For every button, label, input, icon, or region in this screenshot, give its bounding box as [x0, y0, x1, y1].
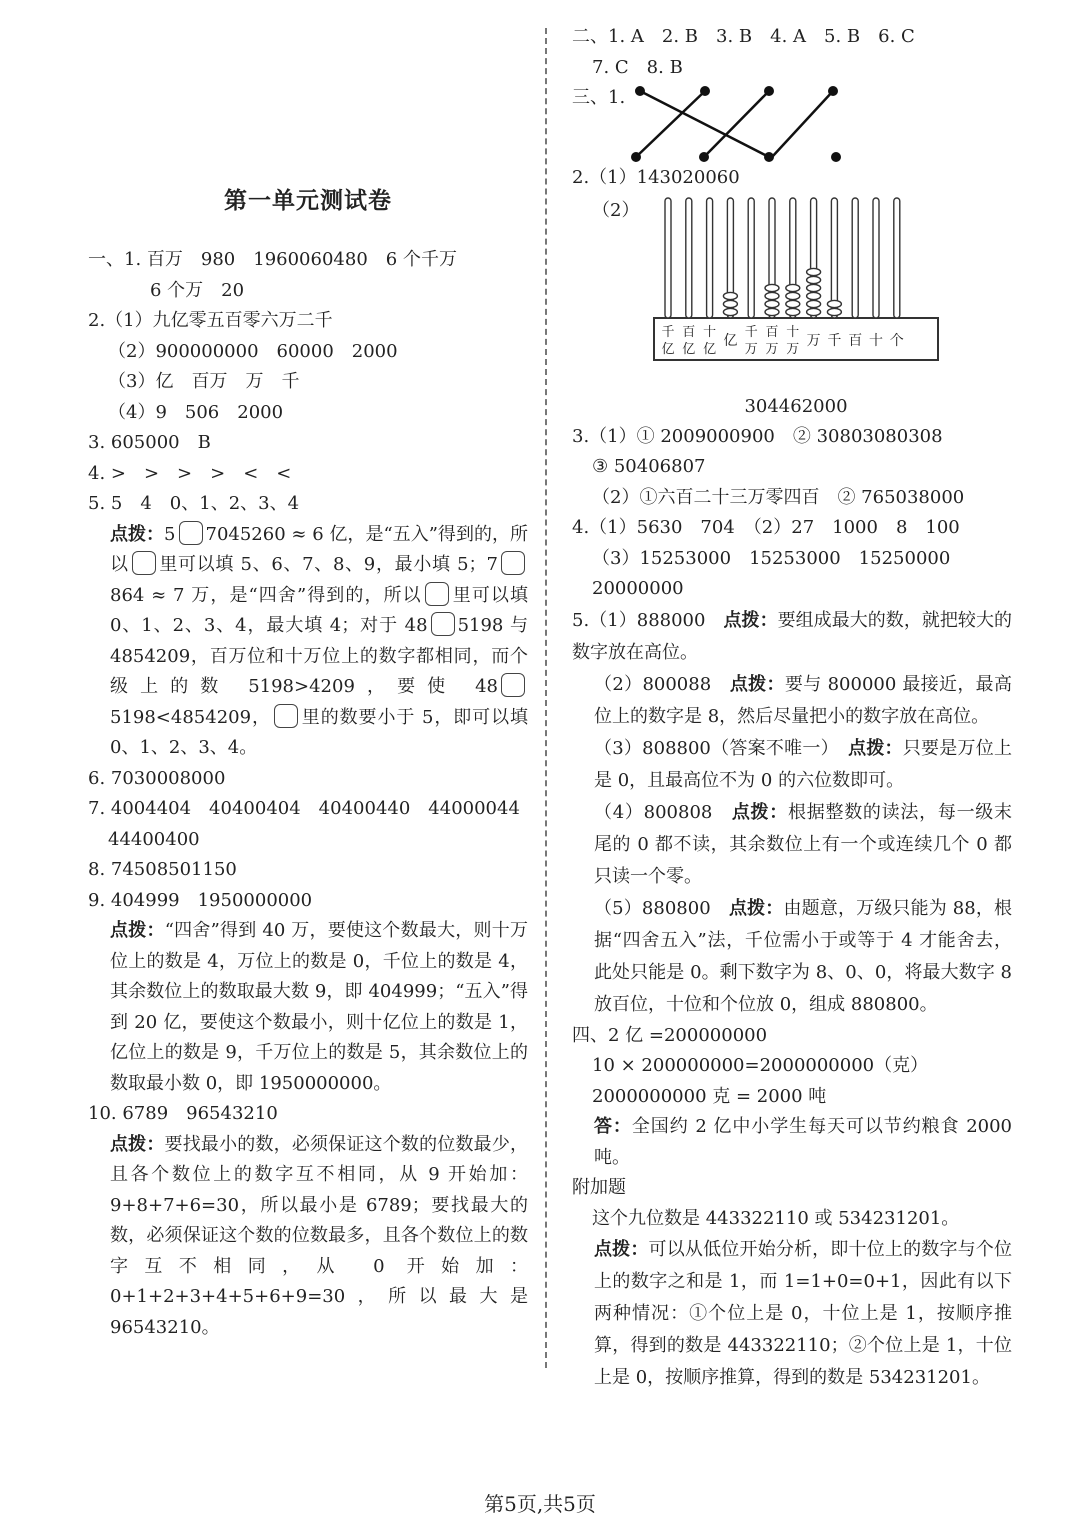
right-column	[572, 22, 1012, 1394]
r-q4-line-a: 4.（1）5630 704 （2）27 1000 8 100	[572, 517, 960, 538]
s4-line-a: 四、2 亿 =200000000	[572, 1024, 768, 1046]
r-q5-2-hint: 要与 800000 最接近，最高位上的数字是 8，然后尽量把小的数字放在高位。	[594, 673, 1013, 727]
abacus-rod	[894, 198, 900, 318]
q5-hint-text-6: 5198 与 4854209，百万位和十万位上的数字都相同，而个级上的数 5198>4209，要使 48	[110, 615, 529, 697]
q4-line: 4. > > > > < <	[88, 462, 292, 484]
hint-label: 点拨：	[110, 1133, 165, 1155]
abacus-rod	[748, 198, 754, 318]
q5-hint-text-7: 5198<4854209，	[110, 706, 271, 728]
q8-line: 8. 74508501150	[88, 859, 237, 880]
r-q5-3-hint: 只要是万位上是 0，且最高位不为 0 的六位数即可。	[594, 737, 1013, 791]
abacus-bead	[765, 284, 779, 291]
r-q5-4	[572, 797, 1012, 893]
r-q5-3-answer: （3）808800（答案不唯一）	[594, 737, 830, 759]
abacus-figure	[572, 196, 1012, 392]
abacus-label: 百	[848, 332, 863, 349]
abacus-bead	[765, 308, 779, 315]
abacus-label: 亿	[682, 341, 696, 357]
r-q5-3	[572, 733, 1012, 797]
abacus-label: 个	[889, 332, 904, 349]
extra-answer: 这个九位数是 443322110 或 534231201。	[592, 1207, 960, 1229]
abacus-bead	[723, 292, 737, 299]
q7-line-a: 7. 4004404 40400404 40400440 44000044	[88, 798, 520, 819]
abacus-bead	[807, 284, 821, 291]
q5-hint-text-5: 里可以填 0、1、2、3、4，最大填 4；对于 48	[110, 584, 528, 636]
q3-line: 3. 605000 B	[88, 432, 211, 453]
q7-line-b: 44400400	[108, 828, 200, 850]
q9-line: 9. 404999 1950000000	[88, 889, 313, 911]
left-column	[88, 182, 528, 1343]
abacus-label: 亿	[703, 341, 717, 357]
abacus-rod	[686, 198, 692, 318]
abacus-label: 十	[786, 324, 800, 340]
abacus-value: 304462000	[744, 395, 848, 417]
match-dot	[631, 152, 641, 162]
hint-label: 点拨：	[728, 897, 784, 919]
abacus-bead	[786, 292, 800, 299]
hint-label: 点拨：	[723, 609, 778, 631]
match-line-1	[640, 91, 769, 157]
abacus-rod	[665, 198, 671, 318]
q5-line: 5. 5 4 0、1、2、3、4	[88, 493, 300, 514]
extra-hint-text: 可以从低位开始分析，即十位上的数字与个位上的数字之和是 1，而 1=1+0=0+1，因此有以下两种情况：①个位上是 0，十位上是 1，按顺序推算，得到的数是 443322110；②个位上是 1，十位上是 0，按顺序推算，得到的数是 534231201。	[594, 1239, 1012, 1388]
r-q5-5-hint: 由题意，万级只能为 88，根据“四舍五入”法，千位需小于或等于 4 才能舍去，此处只能是 0。剩下数字为 8、0、0，将最大数字 8 放百位，十位和个位放 0，组成 880800。	[594, 897, 1013, 1015]
abacus-bead	[786, 284, 800, 291]
q2-line-2: （2）900000000 60000 2000	[108, 340, 398, 362]
hint-label: 点拨：	[731, 801, 789, 823]
abacus-label: 万	[786, 341, 800, 357]
abacus-bead	[807, 268, 821, 275]
q1-line-b: 6 个万 20	[150, 279, 245, 301]
match-line-4	[772, 91, 833, 157]
blank-box	[274, 704, 298, 728]
hint-label: 点拨：	[110, 920, 165, 941]
match-line-2	[636, 91, 705, 157]
extra-hint	[572, 1234, 1012, 1394]
r-q4-line-b: （3）15253000 15253000 15250000	[592, 547, 951, 569]
match-dot	[635, 86, 645, 96]
blank-box	[431, 612, 455, 636]
match-dot	[700, 86, 710, 96]
q1-line-a: 一、1. 百万 980 1960060480 6 个千万	[88, 249, 457, 270]
match-dot	[831, 152, 841, 162]
blank-box	[179, 521, 203, 545]
r-q5-2-answer: （2）800088	[594, 673, 712, 695]
abacus-bead	[807, 300, 821, 307]
r-q5-1	[572, 605, 1012, 669]
abacus-rod	[873, 198, 879, 318]
r-q5-5-answer: （5）880800	[594, 897, 711, 919]
s4-answer	[572, 1112, 1012, 1173]
abacus-label: 万	[806, 332, 821, 349]
q9-hint-text: “四舍”得到 40 万，要使这个数最大，则十万位上的数是 4，万位上的数是 0，千位上的数是 4，其余数位上的数取最大数 9，即 404999；“五入”得到 20 亿，要使这个数最小，则十亿位上的数是 1，亿位上的数是 9，千万位上的数是 5，其余数位上的数取最小数 0，即 1950000000。	[110, 920, 528, 1094]
hint-label: 点拨：	[110, 523, 165, 545]
abacus-bead	[827, 300, 841, 307]
hint-label: 点拨：	[729, 673, 785, 695]
abacus-bead	[723, 300, 737, 307]
abacus-bead	[765, 300, 779, 307]
r-q4-line-c: 20000000	[592, 578, 684, 599]
q5-hint-text-4: 864 ≈ 7 万，是“四舍”得到的，所以	[110, 584, 422, 606]
match-dot	[764, 86, 774, 96]
matching-diagram	[612, 83, 912, 163]
q9-hint	[88, 916, 528, 1099]
r-q3-line-1b: ③ 50406807	[592, 456, 706, 477]
abacus-bead	[786, 308, 800, 315]
q10-hint-text: 要找最小的数，必须保证这个数的位数最少，且各个数位上的数字互不相同，从 9 开始加：9+8+7+6=30，所以最小是 6789；要找最大的数，必须保证这个数的位数最多，且各个数位上的数字互不相同，从 0 开始加：0+1+2+3+4+5+6+9=30，所以最大是 96543210。	[110, 1133, 528, 1338]
abacus-label: 十	[703, 324, 717, 340]
abacus-label: 亿	[723, 332, 738, 349]
abacus-bead	[807, 308, 821, 315]
abacus-bead	[765, 292, 779, 299]
match-dot	[699, 152, 709, 162]
r-q5-5	[572, 893, 1012, 1021]
abacus-label: 百	[682, 324, 696, 340]
abacus-label: 十	[869, 332, 883, 349]
hint-label: 点拨：	[848, 737, 903, 759]
answer-label: 答：	[594, 1116, 632, 1137]
s4-line-c: 2000000000 克 = 2000 吨	[592, 1085, 827, 1107]
q10-line: 10. 6789 96543210	[88, 1103, 278, 1124]
r-q3-line-1a: 3.（1）① 2009000900 ② 30803080308	[572, 425, 943, 447]
abacus-bead	[807, 292, 821, 299]
column-divider	[545, 28, 547, 1368]
hint-label: 点拨：	[594, 1239, 649, 1260]
r-q5-4-answer: （4）800808	[594, 801, 713, 823]
s2-line-b: 7. C 8. B	[592, 56, 683, 78]
blank-box	[501, 551, 525, 575]
abacus	[652, 196, 942, 392]
r-q5-4-hint: 根据整数的读法，每一级末尾的 0 都不读，其余数位上有一个或连续几个 0 都只读一个零。	[594, 801, 1013, 887]
q6-line: 6. 7030008000	[88, 767, 226, 789]
r-q5-1-answer: 5.（1）888000	[572, 609, 706, 631]
q10-hint	[88, 1130, 528, 1344]
extra-title: 附加题	[572, 1177, 626, 1198]
s4-answer-text: 全国约 2 亿中小学生每天可以节约粮食 2000 吨。	[594, 1116, 1012, 1168]
abacus-bead	[827, 308, 841, 315]
s3-1-label: 三、1.	[572, 87, 626, 108]
q5-hint-text-2: 7045260 ≈ 6 亿，是“五入”得到的，所以	[110, 523, 528, 575]
abacus-label: 万	[765, 341, 779, 357]
page-title: 第一单元测试卷	[224, 188, 392, 214]
abacus-label: 千	[661, 324, 675, 340]
s2-line-a: 二、1. A 2. B 3. B 4. A 5. B 6. C	[572, 26, 915, 47]
abacus-bead	[807, 276, 821, 283]
q5-hint-text-8: 里的数要小于 5，即可以填 0、1、2、3、4。	[110, 706, 528, 758]
abacus-label: 千	[744, 324, 758, 340]
q2-line-4: （4）9 506 2000	[108, 401, 284, 423]
matching-row	[572, 83, 1012, 163]
blank-box	[501, 673, 525, 697]
r-q3-line-2: （2）①六百二十三万零四百 ② 765038000	[592, 486, 965, 508]
r-q5-1-hint: 要组成最大的数，就把较大的数字放在高位。	[572, 609, 1012, 663]
r-q5-2	[572, 669, 1012, 733]
page-footer: 第5页,共5页	[484, 1492, 596, 1516]
s3-2-line-1: 2.（1）143020060	[572, 167, 740, 188]
q2-line-1: 2.（1）九亿零五百零六万二千	[88, 310, 333, 331]
match-line-3	[704, 91, 769, 157]
q5-hint	[88, 520, 528, 764]
abacus-label: 百	[765, 324, 779, 340]
abacus-bead	[723, 308, 737, 315]
q5-hint-text-3: 里可以填 5、6、7、8、9，最小填 5；7	[158, 554, 498, 575]
abacus-label: 千	[827, 332, 842, 349]
abacus-label: 万	[744, 341, 758, 357]
q5-hint-text-1: 5	[164, 523, 176, 545]
blank-box	[132, 551, 156, 575]
s4-line-b: 10 × 200000000=2000000000（克）	[592, 1055, 929, 1076]
s3-2-line-2: （2）	[592, 199, 640, 221]
abacus-rod	[852, 198, 858, 318]
blank-box	[425, 582, 449, 606]
q2-line-3: （3）亿 百万 万 千	[108, 371, 300, 392]
abacus-rod	[707, 198, 713, 318]
abacus-bead	[786, 300, 800, 307]
abacus-label: 亿	[661, 341, 675, 357]
